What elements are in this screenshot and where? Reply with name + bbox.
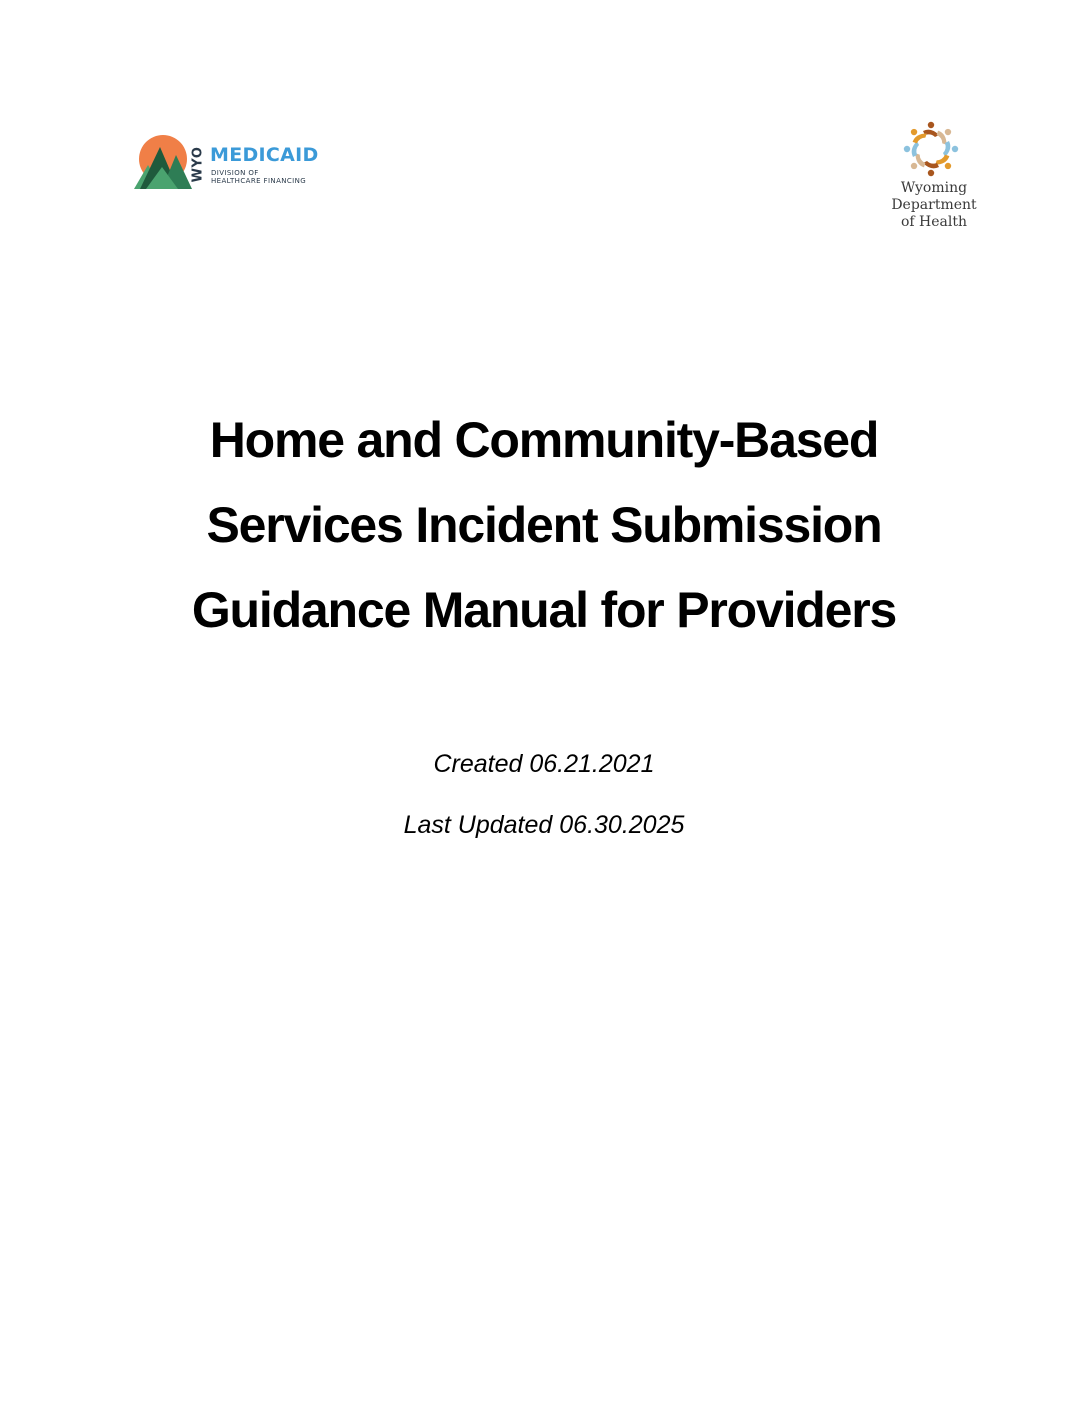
wyo-text: WYO [190,146,206,182]
medicaid-subtitle [211,169,306,185]
medicaid-subtitle-line1: DIVISION OF [211,169,259,177]
last-updated-date: Last Updated 06.30.2025 [403,811,685,839]
mountains-sun-icon [134,133,192,191]
people-circle-icon [900,118,962,180]
wdh-line3: of Health [900,214,968,230]
document-dates [0,734,1088,856]
wdh-text [880,180,988,231]
medicaid-brand-text: MEDICAID [210,144,319,166]
wdh-line1: Wyoming [900,180,968,196]
title-line-3: Guidance Manual for Providers [191,582,897,638]
created-date: Created 06.21.2021 [433,750,655,778]
title-line-1: Home and Community-Based [209,412,879,468]
wyo-vertical-text [190,137,206,191]
title-line-2: Services Incident Submission [206,497,882,553]
wyo-medicaid-logo [134,133,334,193]
medicaid-subtitle-line2: HEALTHCARE FINANCING [211,177,307,185]
wyoming-department-of-health-logo [880,116,990,238]
wdh-line2: Department [891,197,977,213]
document-title [0,398,1088,653]
